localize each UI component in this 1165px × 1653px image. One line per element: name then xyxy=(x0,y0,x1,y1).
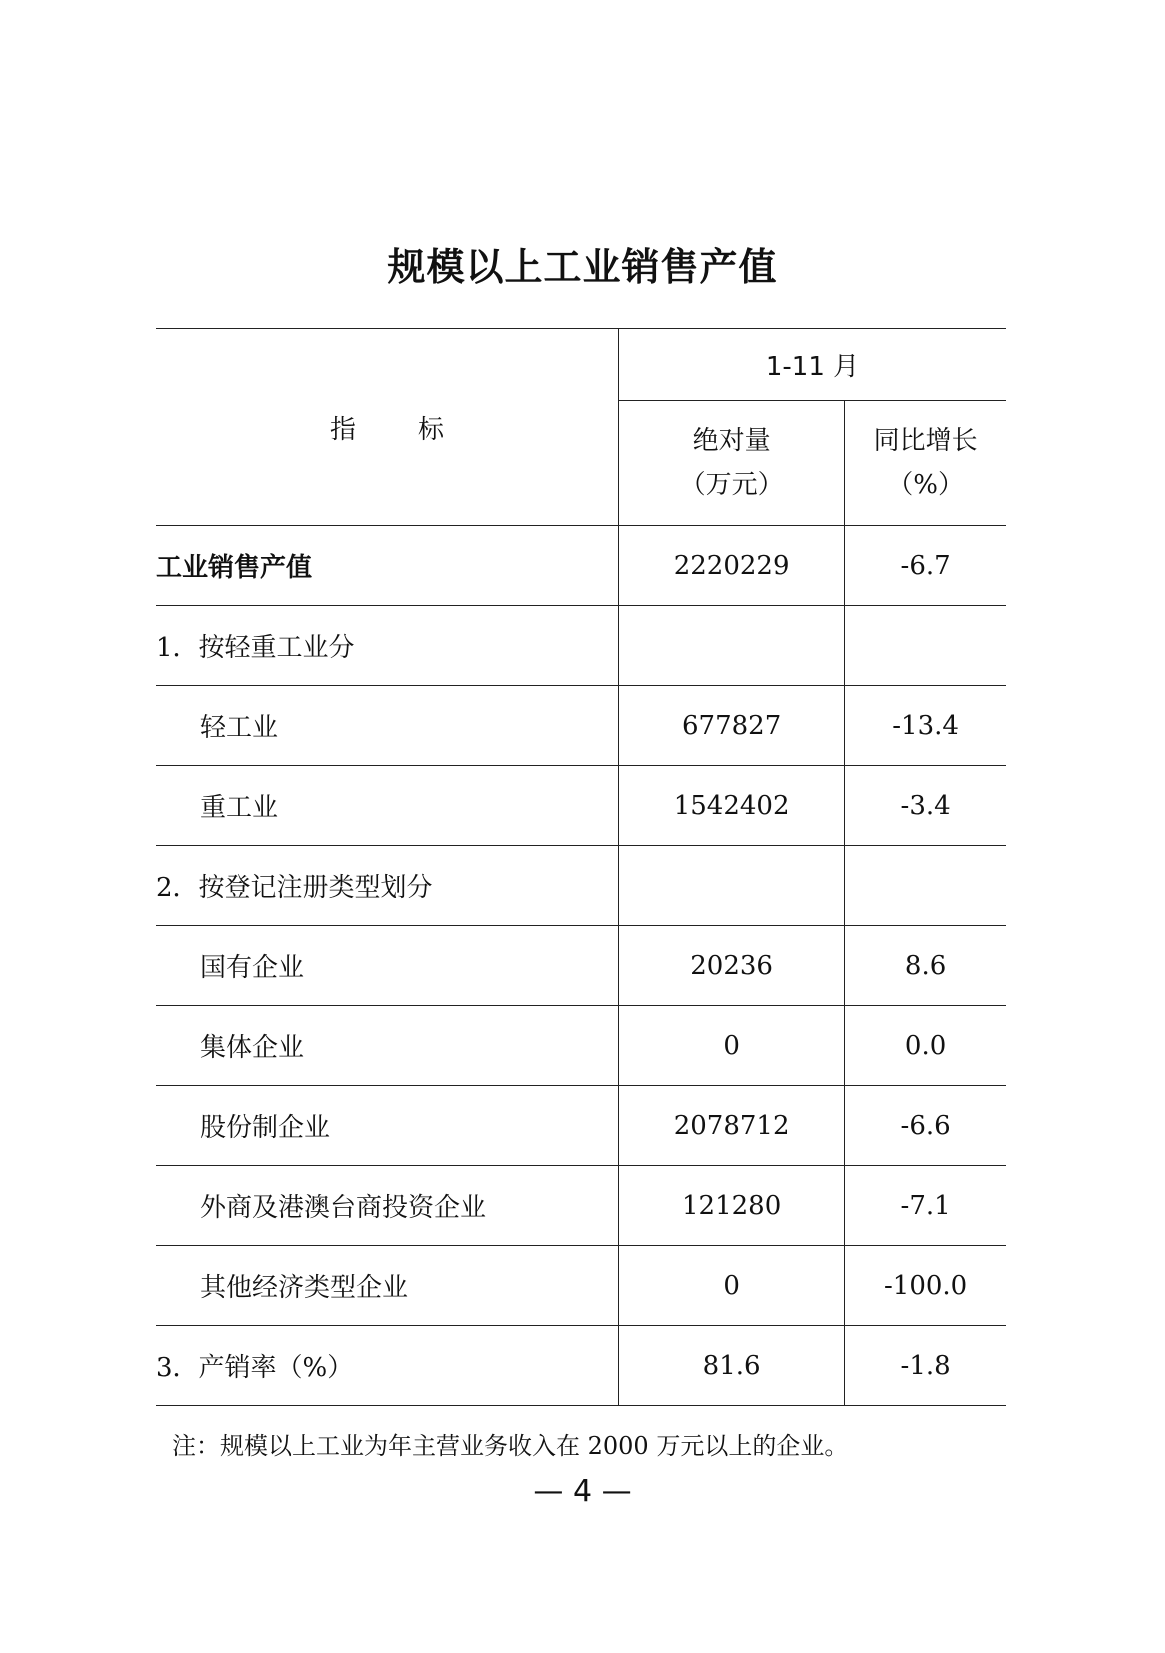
page-number: — 4 — xyxy=(533,1474,632,1509)
row-label: 其他经济类型企业 xyxy=(156,1246,619,1326)
absolute-header-label: 绝对量 xyxy=(692,426,771,456)
row-growth: -6.7 xyxy=(845,526,1006,606)
table-row xyxy=(156,526,1006,606)
table-row xyxy=(156,1166,1006,1246)
row-growth: -1.8 xyxy=(845,1326,1006,1406)
table-row xyxy=(156,1246,1006,1326)
growth-header xyxy=(845,401,1006,526)
indicator-header xyxy=(156,329,619,526)
row-growth xyxy=(845,846,1006,926)
row-label: 重工业 xyxy=(156,766,619,846)
row-growth: 8.6 xyxy=(845,926,1006,1006)
row-absolute: 20236 xyxy=(619,926,845,1006)
row-absolute: 2078712 xyxy=(619,1086,845,1166)
row-absolute: 2220229 xyxy=(619,526,845,606)
table-row xyxy=(156,686,1006,766)
row-growth: -100.0 xyxy=(845,1246,1006,1326)
absolute-header xyxy=(619,401,845,526)
table-row xyxy=(156,846,1006,926)
row-label: 外商及港澳台商投资企业 xyxy=(156,1166,619,1246)
row-absolute: 1542402 xyxy=(619,766,845,846)
row-growth: -7.1 xyxy=(845,1166,1006,1246)
row-absolute xyxy=(619,846,845,926)
row-label: 集体企业 xyxy=(156,1006,619,1086)
row-growth: -3.4 xyxy=(845,766,1006,846)
table-row xyxy=(156,1006,1006,1086)
table-row xyxy=(156,926,1006,1006)
table-row xyxy=(156,1086,1006,1166)
row-absolute: 0 xyxy=(619,1246,845,1326)
growth-header-unit: （%） xyxy=(887,470,964,500)
sales-value-table xyxy=(156,328,1006,1406)
table-header-row xyxy=(156,329,1006,401)
page-title: 规模以上工业销售产值 xyxy=(387,245,778,289)
row-label: 国有企业 xyxy=(156,926,619,1006)
row-absolute: 121280 xyxy=(619,1166,845,1246)
indicator-header-part1: 指 xyxy=(329,414,356,445)
indicator-header-part2: 标 xyxy=(418,414,445,445)
table-row xyxy=(156,766,1006,846)
row-label: 轻工业 xyxy=(156,686,619,766)
row-growth: 0.0 xyxy=(845,1006,1006,1086)
absolute-header-unit: （万元） xyxy=(679,470,784,500)
row-label: 股份制企业 xyxy=(156,1086,619,1166)
row-absolute: 81.6 xyxy=(619,1326,845,1406)
table-row xyxy=(156,606,1006,686)
row-growth: -6.6 xyxy=(845,1086,1006,1166)
row-absolute: 677827 xyxy=(619,686,845,766)
row-absolute xyxy=(619,606,845,686)
row-growth xyxy=(845,606,1006,686)
row-label: 2．按登记注册类型划分 xyxy=(156,846,619,926)
row-growth: -13.4 xyxy=(845,686,1006,766)
row-label: 3．产销率（%） xyxy=(156,1326,619,1406)
growth-header-label: 同比增长 xyxy=(873,426,978,456)
footnote: 注：规模以上工业为年主营业务收入在 2000 万元以上的企业。 xyxy=(172,1432,849,1460)
row-label: 工业销售产值 xyxy=(156,526,619,606)
row-label: 1．按轻重工业分 xyxy=(156,606,619,686)
period-header: 1-11 月 xyxy=(619,329,1006,401)
table-row xyxy=(156,1326,1006,1406)
row-absolute: 0 xyxy=(619,1006,845,1086)
